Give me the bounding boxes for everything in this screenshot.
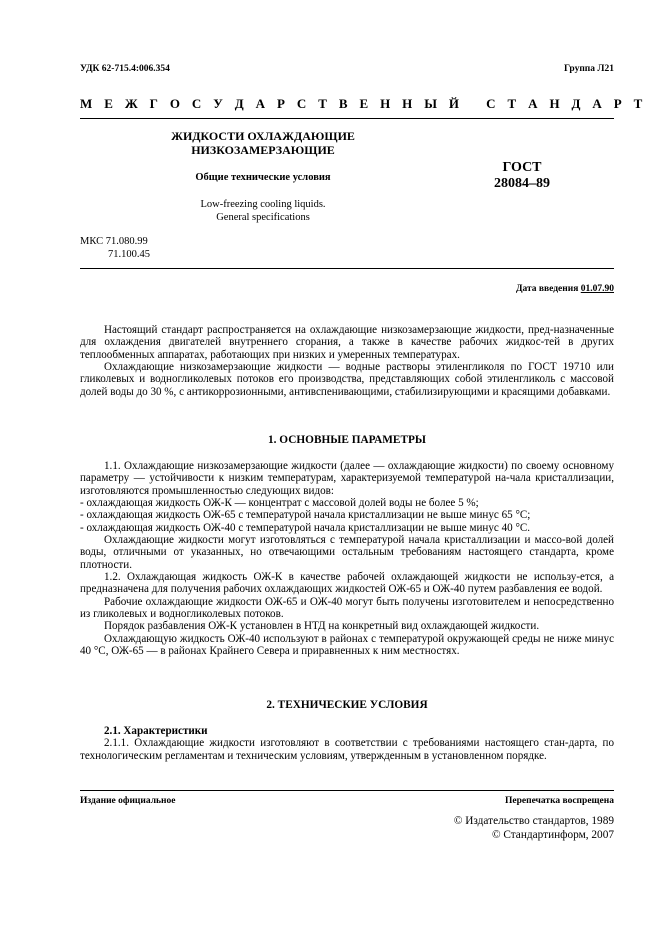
list-item-ozh-65: - охлаждающая жидкость ОЖ-65 с температурой начала кристаллизации не выше минус 65 °С; [80,509,531,522]
date-of-introduction [380,284,614,294]
date-value: 01.07.90 [580,284,614,294]
mks-codes [80,236,150,261]
list-item-ozh-40: - охлаждающая жидкость ОЖ-40 с температурой начала кристаллизации не выше минус 40 °С. [80,521,531,534]
header-rule [80,118,614,119]
udk-code: УДК 62-715.4:006.354 [80,64,170,74]
english-title [110,199,416,224]
section-1-p4: Рабочие охлаждающие жидкости ОЖ-65 и ОЖ-40 могут быть получены изготовителем и непосредственно из гликолевых и водногликолевых потоков. [80,595,614,621]
copyright-1989: © Издательство стандартов, 1989 [453,815,614,827]
english-title-2: General specifications [216,211,310,223]
section-2-subheading: 2.1. Характеристики [104,725,208,737]
introduction [80,324,614,398]
section-1-p1: 1.1. Охлаждающие низкозамерзающие жидкости (далее — охлаждающие жидкости) по своему основному параметру — устойчивости к низким температурам, характеризуемой температурой на-чала кристаллизации, изготовляются промышленностью следующих видов: [80,460,614,497]
list-item-ozh-k: - охлаждающая жидкость ОЖ-К — концентрат с массовой долей воды не более 5 %; [80,497,479,510]
intro-paragraph-1: Настоящий стандарт распространяется на охлаждающие низкозамерзающие жидкости, пред-назначенные для охлаждения двигателей внутреннего сгорания, а также в качестве рабочих жидкос-тей в других теплообменных аппаратах, работающих при низких и умеренных температурах. [80,324,614,361]
standard-banner: М Е Ж Г О С У Д А Р С Т В Е Н Н Ы Й С Т А Н Д А Р Т [80,96,647,111]
section-1-p2: Охлаждающие жидкости могут изготовляться с температурой начала кристаллизации и массо-вой долей воды, отличными от указанных, но отвечающими остальным требованиям настоящего стандарта, кроме плотности. [80,534,614,571]
date-label: Дата введения [515,284,579,294]
mks-rule [80,268,614,269]
english-title-1: Low-freezing cooling liquids. [200,199,326,210]
gost-designation [472,160,572,192]
gost-number: 28084–89 [494,176,550,191]
gost-label: ГОСТ [502,160,542,175]
title-line-1: ЖИДКОСТИ ОХЛАЖДАЮЩИЕ [171,129,355,143]
group-code: Группа Л21 [563,64,614,74]
copyright-2007: © Стандартинформ, 2007 [491,828,614,841]
section-2-p1: 2.1.1. Охлаждающие жидкости изготовляют в соответствии с требованиями настоящего стан-дарта, по технологическим регламентам и техническим условиям, утвержденным в установленном порядке. [80,737,614,762]
intro-paragraph-2: Охлаждающие низкозамерзающие жидкости — водные растворы этиленгликоля по ГОСТ 19710 или гликолевых и водногликолевых потоков его производства, представляющих собой этиленгликоль с массовой долей воды до 30 %, с антикоррозионными, антивспенивающими, стабилизирующими и красящими добавками. [80,361,614,398]
section-1-body [80,460,614,658]
subtitle: Общие технические условия [195,172,331,183]
section-1-p6: Охлаждающую жидкость ОЖ-40 используют в районах с температурой окружающей среды не ниже минус 40 °С, ОЖ-65 — в районах Крайнего Севера и приравненных к ним местностях. [80,632,614,658]
reprint-prohibited: Перепечатка воспрещена [504,796,614,806]
footer-rule [80,790,614,791]
official-edition: Издание официальное [80,796,176,806]
title-block [110,129,416,157]
mks-line-2: 71.100.45 [108,248,150,260]
title-line-2: НИЗКОЗАМЕРЗАЮЩИЕ [191,143,335,157]
section-1-heading: 1. ОСНОВНЫЕ ПАРАМЕТРЫ [267,434,426,446]
section-2-heading: 2. ТЕХНИЧЕСКИЕ УСЛОВИЯ [266,699,428,711]
copyright-block [374,815,614,842]
mks-line-1: МКС 71.080.99 [80,236,148,247]
section-1-p5: Порядок разбавления ОЖ-К установлен в НТД на конкретный вид охлаждающей жидкости. [104,620,540,633]
section-1-p3: 1.2. Охлаждающая жидкость ОЖ-К в качестве рабочей охлаждающей жидкости не использу-ется, а предназначена для получения рабочих охлаждающих жидкостей ОЖ-65 и ОЖ-40 путем разбавления ее водой. [80,571,614,596]
section-2-body [80,725,614,762]
